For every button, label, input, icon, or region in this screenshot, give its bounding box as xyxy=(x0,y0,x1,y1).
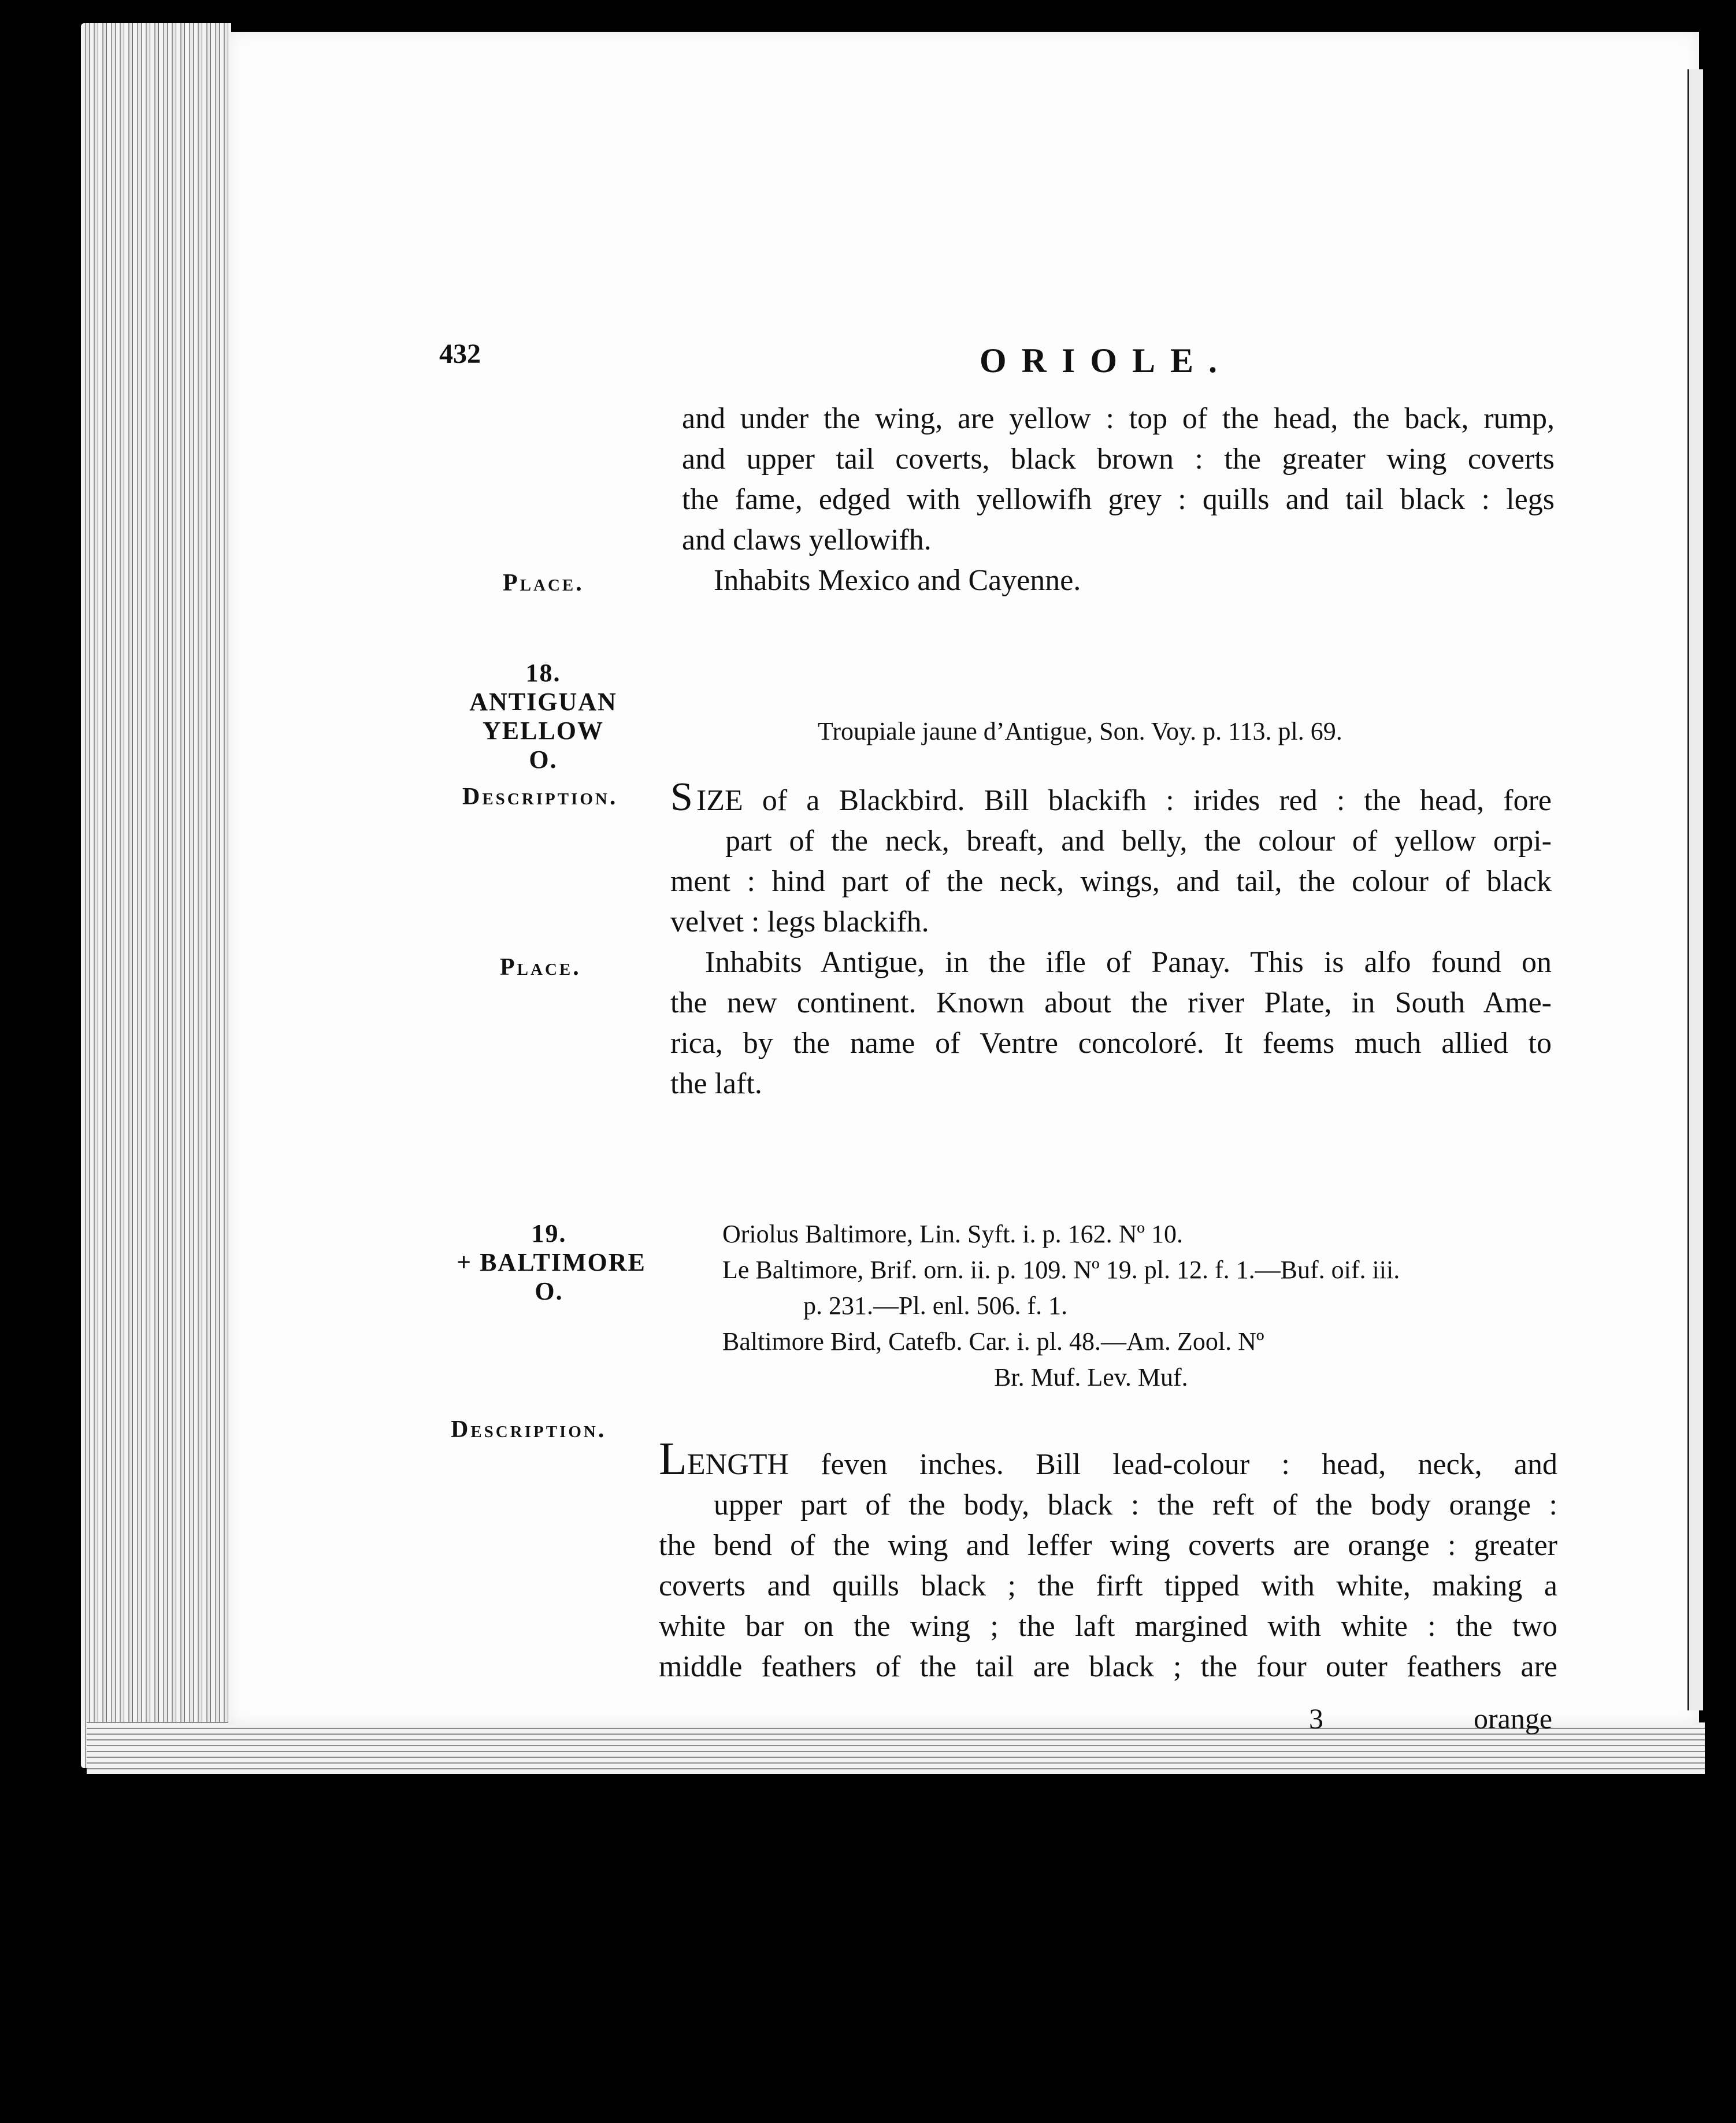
reference-line: Br. Muf. Lev. Muf. xyxy=(994,1363,1188,1391)
entry-18-description xyxy=(670,777,1552,1104)
text-line: part of the neck, breaft, and belly, the colour of yellow orpi- xyxy=(725,825,1552,858)
margin-entry-18 xyxy=(457,659,630,774)
book-page-edges xyxy=(81,23,231,1768)
text-line: white bar on the wing ; the laft margined with white : the two xyxy=(659,1610,1557,1643)
text-line: upper part of the body, black : the reft of the body orange : xyxy=(714,1489,1557,1521)
reference-line: Le Baltimore, Brif. orn. ii. p. 109. Nº 19. pl. 12. f. 1.—Buf. oif. iii. xyxy=(722,1256,1400,1284)
entry-19-description xyxy=(659,1434,1557,1687)
catchword: orange xyxy=(1474,1702,1553,1735)
text-line: velvet : legs blackifh. xyxy=(670,905,929,938)
text-span: IZE of a Blackbird. Bill blackifh : irides red : the head, fore xyxy=(696,784,1552,817)
text-line: and upper tail coverts, black brown : the greater wing coverts xyxy=(682,443,1555,476)
entry-18-name-line3: O. xyxy=(529,745,558,774)
margin-place-label: Place. xyxy=(503,570,584,596)
margin-entry-19 xyxy=(457,1219,646,1306)
entry-18-reference: Troupiale jaune d’Antigue, Son. Voy. p. 113. pl. 69. xyxy=(818,717,1342,745)
signature-mark: 3 xyxy=(1309,1702,1323,1735)
text-line: rica, by the name of Ventre concoloré. It feems much allied to xyxy=(670,1027,1552,1060)
text-line: middle feathers of the tail are black ; the four outer feathers are xyxy=(659,1650,1557,1683)
text-line: the new continent. Known about the river Plate, in South Ame- xyxy=(670,986,1552,1019)
entry-19-name-line2: O. xyxy=(535,1277,563,1305)
entry-18-name-line2: YELLOW xyxy=(482,717,604,745)
text-line: the laft. xyxy=(670,1067,762,1100)
entry-18-number: 18. xyxy=(525,659,561,687)
page-number: 432 xyxy=(439,339,481,369)
entry-19-number: 19. xyxy=(531,1219,567,1248)
reference-line: Baltimore Bird, Catefb. Car. i. pl. 48.—Am. Zool. Nº xyxy=(722,1327,1264,1356)
margin-place-label-2: Place. xyxy=(500,954,581,981)
margin-description-label: Description. xyxy=(462,784,618,810)
text-line: coverts and quills black ; the firft tipped with white, making a xyxy=(659,1569,1557,1602)
drop-capital: L xyxy=(659,1434,687,1484)
running-head: ORIOLE. xyxy=(980,342,1233,380)
text-line xyxy=(659,1434,1557,1485)
text-line: the fame, edged with yellowifh grey : quills and tail black : legs xyxy=(682,483,1555,516)
entry-19-references xyxy=(722,1216,1400,1395)
text-line: ment : hind part of the neck, wings, and tail, the colour of black xyxy=(670,865,1552,898)
drop-capital: S xyxy=(670,775,693,819)
margin-description-label-2: Description. xyxy=(451,1416,607,1443)
book-bottom-edges xyxy=(87,1722,1705,1774)
continued-description xyxy=(682,399,1555,601)
habitat-text: Inhabits Mexico and Cayenne. xyxy=(714,564,1081,597)
text-line: and under the wing, are yellow : top of the head, the back, rump, xyxy=(682,402,1555,435)
text-line: and claws yellowifh. xyxy=(682,524,932,556)
page-fold-edge xyxy=(1687,69,1703,1710)
reference-line: p. 231.—Pl. enl. 506. f. 1. xyxy=(803,1291,1068,1320)
text-line: Inhabits Antigue, in the ifle of Panay. This is alfo found on xyxy=(705,946,1552,979)
entry-19-name-line1: + BALTIMORE xyxy=(457,1248,646,1276)
entry-18-name-line1: ANTIGUAN xyxy=(469,688,617,716)
text-line: the bend of the wing and leffer wing coverts are orange : greater xyxy=(659,1529,1557,1562)
reference-line: Oriolus Baltimore, Lin. Syft. i. p. 162. Nº 10. xyxy=(722,1220,1184,1248)
text-line xyxy=(670,777,1552,821)
text-span: ENGTH feven inches. Bill lead-colour : head, neck, and xyxy=(687,1448,1557,1481)
